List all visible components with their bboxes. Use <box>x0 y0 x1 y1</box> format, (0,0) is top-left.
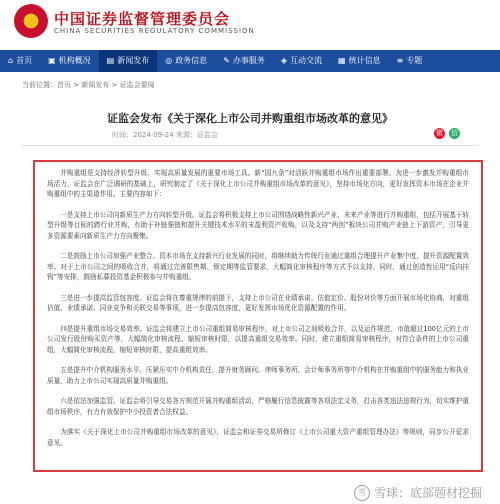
nav-label: 机构概况 <box>58 56 91 65</box>
weibo-share-icon[interactable]: 微 <box>436 129 443 137</box>
nav-label: 首页 <box>16 56 33 65</box>
article-paragraph: 三是进一步提高监管包容度。证监会将在尊重规律的前提下，支持上市公司在业绩承诺、估值定价、股份对价等方面开展市场化协商，对重组估值、业绩承诺、同业竞争和关联交易等事项，进一步提高包容度，更好发挥市场优化资源配置的作用。 <box>47 293 469 312</box>
nav-label: 办事服务 <box>232 56 265 65</box>
site-name-cn[interactable]: 中国证券监督管理委员会 <box>54 10 231 28</box>
snowball-logo-icon: 雪 <box>354 485 370 501</box>
article-paragraph: 六是依法加强监管。证监会将引导交易各方规范开展并购重组活动，严格履行信息披露等各项法定义务，打击各类违法违规行为，切实维护重组市场秩序，有力有效保护中小投资者合法权益。 <box>47 397 469 416</box>
nav-item-interaction[interactable] <box>273 50 330 72</box>
nav-item-gov-info[interactable] <box>157 50 215 72</box>
nav-label: 政务信息 <box>175 56 208 65</box>
nav-item-news[interactable] <box>99 50 158 72</box>
article-paragraph: 四是提升重组市场交易效率。证监会将建立上市公司重组简易审核程序，对上市公司之间吸收合并，以及运作规范、市值超过100亿元的上市公司发行股份购买资产等，大幅简化审核流程、缩短审核时限，以提高重组交易效率。同时，建立重组简易审核程序，对符合条件的上市公司重组，大幅简化审核流程，缩短审核时限，提高重组效率。 <box>47 324 469 354</box>
article-paragraph: 一是支持上市公司向新质生产力方向转型升级。证监会将积极支持上市公司围绕战略性新兴产业、未来产业等进行并购重组，包括开展基于转型升级等目标的跨行业并购，有助于补链强链和提升关键技术水平的未盈利资产收购，以及支持“两创”板块公司并购产业链上下游资产，引导更多资源要素向新质生产力方向聚集。 <box>47 210 469 240</box>
home-icon: ⌂ <box>8 56 14 65</box>
nav-item-home[interactable] <box>0 50 40 72</box>
title-divider <box>22 145 478 146</box>
national-emblem-icon <box>14 4 48 38</box>
nav-item-topics[interactable] <box>389 50 431 72</box>
nav-label: 新闻发布 <box>117 56 150 65</box>
site-name-en: CHINA SECURITIES REGULATORY COMMISSION <box>54 27 255 35</box>
article-meta: 时间：2024-09-24 来源：证监会 <box>112 131 218 139</box>
site-header <box>0 0 500 46</box>
pen-icon: ✎ <box>223 56 230 65</box>
nav-item-services[interactable] <box>215 50 273 72</box>
article-paragraph: 并购重组是支持经济转型升级、实现高质量发展的重要市场工具。新“国九条”对活跃并购重组市场作出重要部署。为进一步激发并购重组市场活力，证监会在广泛调研的基础上，研究制定了《关于深化上市公司并购重组市场改革的意见》，坚持市场化方向，更好发挥资本市场在企业并购重组中的主渠道作用。主要内容如下： <box>47 169 469 198</box>
article-title: 证监会发布《关于深化上市公司并购重组市场改革的意见》 <box>107 112 393 125</box>
chart-icon: ▦ <box>338 56 346 65</box>
menu-icon: ≡ <box>396 56 404 65</box>
article-paragraph: 为落实《关于深化上市公司并购重组市场改革的意见》，证监会和证券交易所修订《上市公司重大资产重组管理办法》等规则，同步公开征求意见。 <box>47 428 469 447</box>
breadcrumb[interactable]: 当前位置：首页 > 新闻发布 > 证监会要闻 <box>22 81 155 89</box>
nav-label: 专题 <box>406 56 423 65</box>
info-icon: ◎ <box>165 56 173 65</box>
watermark-text: 雪球：底部题材挖掘 <box>374 486 483 500</box>
wechat-share-icon[interactable]: 信 <box>451 129 458 137</box>
main-nav <box>0 50 500 72</box>
article-paragraph: 二是鼓励上市公司加强产业整合。资本市场在支持新兴行业发展的同时，将继续助力传统行业通过重组合理提升产业集中度，提升资源配置效率。对于上市公司之间的吸收合并，将通过完善限售期、锁定期等监管要求，大幅简化审核程序等方式予以支持。同时，通过创造性运用“反向挂钩”等安排，鼓励私募投资基金积极参与并购重组。 <box>47 252 469 281</box>
nav-item-statistics[interactable] <box>330 50 389 72</box>
news-icon: ▤ <box>106 56 115 65</box>
chat-icon: ◈ <box>280 56 288 65</box>
nav-label: 互动交流 <box>290 56 323 65</box>
article-body <box>33 160 483 472</box>
watermark <box>354 484 482 501</box>
nav-item-org[interactable] <box>40 50 99 72</box>
building-icon: ▣ <box>48 56 56 65</box>
nav-label: 统计信息 <box>348 56 381 65</box>
article-paragraph: 五是提升中介机构服务水平。压紧压实中介机构责任，提升财务顾问、律师事务所、会计师事务所等中介机构在并购重组中的服务能力和执业质量，助力上市公司实现高质量并购重组。 <box>47 366 469 385</box>
